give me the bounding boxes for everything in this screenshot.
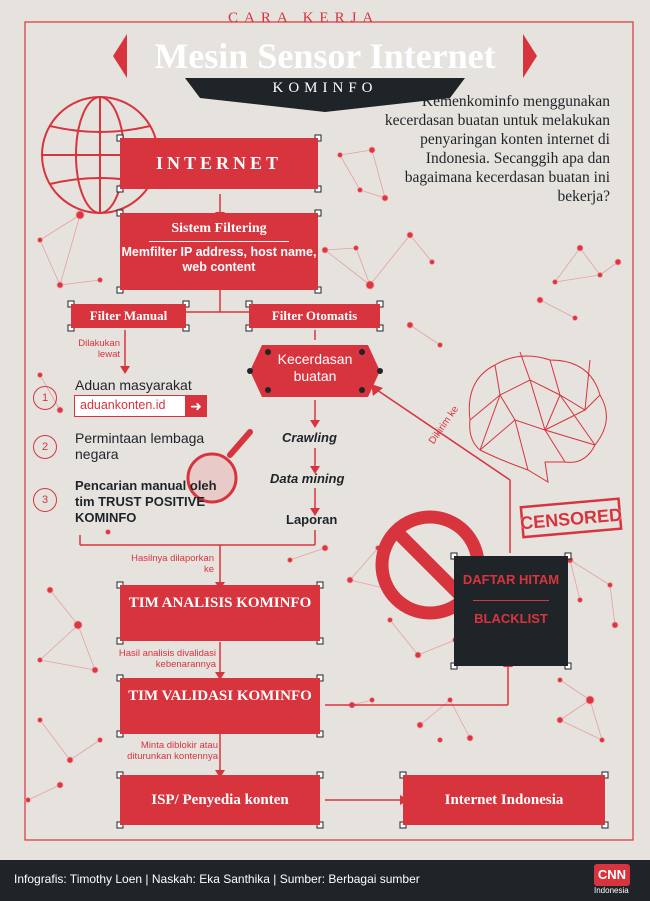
step-1-number: 1 — [33, 386, 57, 410]
cnn-logo-sub: Indonesia — [594, 886, 629, 895]
label-hasilnya: Hasilnya dilaporkan ke — [131, 553, 214, 575]
step-3-text: Pencarian manual oleh tim TRUST POSITIVE KOMINFO — [75, 478, 217, 525]
blacklist-subtitle: BLACKLIST — [474, 611, 548, 626]
ai-label: Kecerdasan buatan — [277, 351, 353, 384]
filter-auto-box: Filter Otomatis — [249, 304, 380, 328]
blacklist-title: DAFTAR HITAM — [462, 572, 560, 587]
step-2-text: Permintaan lembaga negara — [75, 430, 205, 462]
divider — [149, 241, 289, 242]
data-mining-label: Data mining — [270, 471, 345, 486]
footer-credits: Infografis: Timothy Loen | Naskah: Eka Santhika | Sumber: Berbagai sumber — [14, 872, 420, 886]
tim-analisis-box: TIM ANALISIS KOMINFO — [120, 585, 320, 641]
aduan-link-text: aduankonten.id — [80, 398, 166, 412]
laporan-label: Laporan — [286, 512, 338, 527]
internet-box: INTERNET — [120, 138, 318, 189]
crawling-label: Crawling — [282, 430, 337, 445]
title-ribbon-left — [113, 34, 127, 78]
step-2-number: 2 — [33, 435, 57, 459]
filtering-system-box — [120, 213, 318, 290]
isp-box: ISP/ Penyedia konten — [120, 775, 320, 825]
arrow-right-icon[interactable]: ➜ — [185, 395, 207, 417]
label-dikirim-ke: Dikirim ke — [427, 404, 462, 447]
title-ribbon-right — [523, 34, 537, 78]
page-title: Mesin Sensor Internet — [154, 36, 496, 76]
step-1-text: Aduan masyarakat — [75, 377, 192, 393]
step-3-number: 3 — [33, 488, 57, 512]
label-hasil-analisis: Hasil analisis divalidasi kebenarannya — [118, 648, 216, 670]
internet-indonesia-box: Internet Indonesia — [403, 775, 605, 825]
filtering-system-desc: Memfilter IP address, host name, web content — [121, 245, 317, 274]
cnn-logo: CNN — [594, 864, 630, 886]
tim-validasi-box: TIM VALIDASI KOMINFO — [120, 678, 320, 734]
blacklist-divider — [473, 600, 549, 601]
label-minta-diblokir: Minta diblokir atau diturunkan kontennya — [127, 740, 218, 762]
filter-manual-box: Filter Manual — [71, 304, 186, 328]
kicker-text: CARA KERJA — [228, 10, 380, 26]
filtering-system-title: Sistem Filtering — [171, 221, 267, 236]
label-dilakukan-lewat: Dilakukan lewat — [78, 338, 120, 360]
intro-paragraph: Kemenkominfo menggunakan kecerdasan buatan untuk melakukan penyaringan konten internet di Indonesia. Secanggih apa dan bagaimana kecerdasan buatan ini bekerja? — [384, 93, 610, 205]
page-subtitle: KOMINFO — [272, 80, 378, 96]
brain-network-icon — [469, 352, 606, 482]
censored-stamp — [519, 499, 623, 538]
blacklist-box — [454, 556, 568, 666]
svg-text:CENSORED: CENSORED — [519, 504, 623, 534]
